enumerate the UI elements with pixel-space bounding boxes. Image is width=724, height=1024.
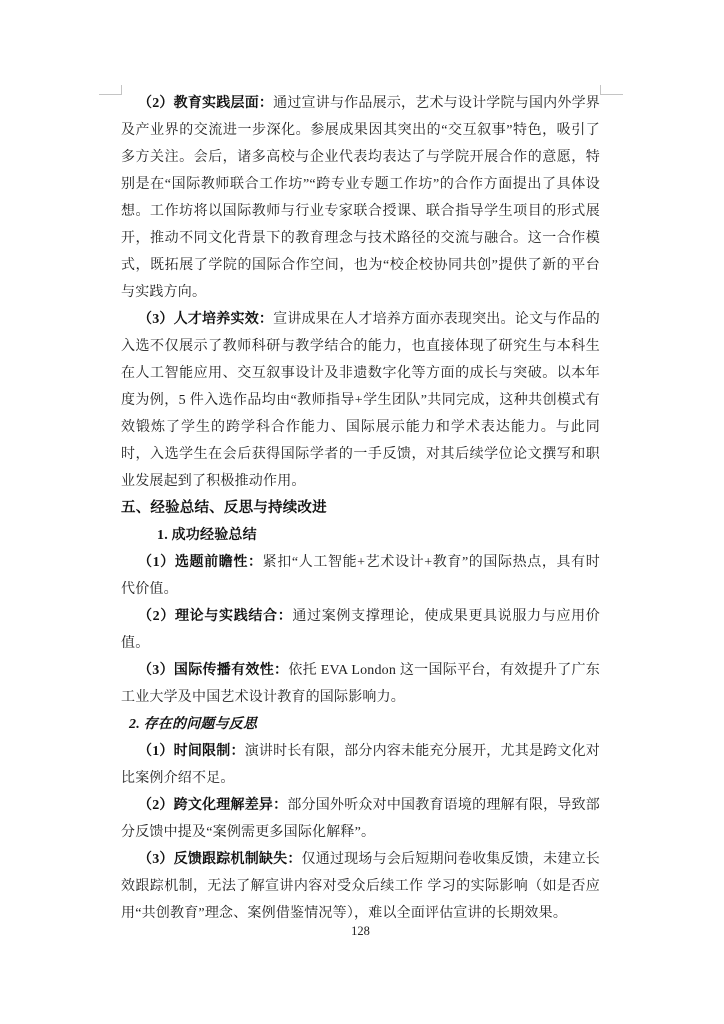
paragraph-education-practice [121, 90, 600, 306]
paragraph-text-talent-cultivation: 宣讲成果在人才培养方面亦表现突出。论文与作品的入选不仅展示了教师科研与教学结合的能力，也直接体现了研究生与本科生在人工智能应用、交互叙事设计及非遗数字化等方面的成长与突破。以本年度为例，5 件入选作品均由“教师指导+学生团队”共同完成，这种共创模式有效锻炼了学生的跨学科合作能力、国际展示能力和学术表达能力。与此同时，入选学生在会后获得国际学者的一手反馈，对其后续学位论文撰写和职业发展起到了积极推动作用。 [121, 312, 600, 489]
section-heading-text: 五、经验总结、反思与持续改进 [121, 500, 327, 516]
document-body [121, 90, 600, 927]
paragraph-lead-topic-foresight: （1）选题前瞻性： [138, 555, 263, 570]
paragraph-text-time-limit: 演讲时长有限，部分内容未能充分展开，尤其是跨文化对比案例介绍不足。 [121, 744, 600, 786]
subheading-successful-experience [121, 522, 600, 549]
paragraph-theory-practice [121, 603, 600, 657]
page-number: 128 [351, 924, 370, 938]
paragraph-international-communication [121, 657, 600, 711]
paragraph-time-limit [121, 738, 600, 792]
paragraph-talent-cultivation [121, 306, 600, 495]
text-boundary-corner-mark-right [600, 85, 623, 95]
paragraph-crosscultural-difference [121, 792, 600, 846]
paragraph-lead-international-communication: （3）国际传播有效性： [138, 663, 289, 678]
paragraph-lead-theory-practice: （2）理论与实践结合： [138, 609, 293, 624]
paragraph-lead-time-limit: （1）时间限制： [138, 744, 245, 759]
section-heading-experience-summary [121, 495, 600, 522]
paragraph-topic-foresight [121, 549, 600, 603]
paragraph-lead-crosscultural-difference: （2）跨文化理解差异： [138, 798, 288, 813]
paragraph-feedback-tracking [121, 846, 600, 927]
subheading-problems-reflection [121, 711, 600, 738]
paragraph-text-feedback-tracking: 仅通过现场与会后短期问卷收集反馈，未建立长效跟踪机制，无法了解宣讲内容对受众后续工作 学习的实际影响（如是否应用“共创教育”理念、案例借鉴情况等），难以全面评估宣讲的长期效果。 [121, 852, 600, 921]
paragraph-text-crosscultural-difference: 部分国外听众对中国教育语境的理解有限，导致部分反馈中提及“案例需更多国际化解释”。 [121, 798, 600, 840]
paragraph-lead-feedback-tracking: （3）反馈跟踪机制缺失： [138, 852, 302, 867]
subheading-successful-experience-text: 1. 成功经验总结 [157, 528, 257, 543]
paragraph-text-education-practice: 通过宣讲与作品展示，艺术与设计学院与国内外学界及产业界的交流进一步深化。参展成果因其突出的“交互叙事”特色，吸引了多方关注。会后，诸多高校与企业代表均表达了与学院开展合作的意愿，特别是在“国际教师联合工作坊”“跨专业专题工作坊”的合作方面提出了具体设想。工作坊将以国际教师与行业专家联合授课、联合指导学生项目的形式展开，推动不同文化背景下的教育理念与技术路径的交流与融合。这一合作模式，既拓展了学院的国际合作空间，也为“校企校协同共创”提供了新的平台与实践方向。 [121, 96, 600, 300]
paragraph-lead-education-practice: （2）教育实践层面： [138, 96, 274, 111]
text-boundary-corner-mark-left [99, 85, 122, 95]
paragraph-text-international-communication: 依托 EVA London 这一国际平台，有效提升了广东工业大学及中国艺术设计教育的国际影响力。 [121, 663, 600, 705]
paragraph-lead-talent-cultivation: （3）人才培养实效： [138, 312, 274, 327]
subheading-problems-reflection-text: 2. 存在的问题与反思 [129, 717, 258, 732]
paragraph-text-theory-practice: 通过案例支撑理论，使成果更具说服力与应用价值。 [121, 609, 601, 651]
paragraph-text-topic-foresight: 紧扣“人工智能+艺术设计+教育”的国际热点，具有时代价值。 [121, 555, 600, 597]
